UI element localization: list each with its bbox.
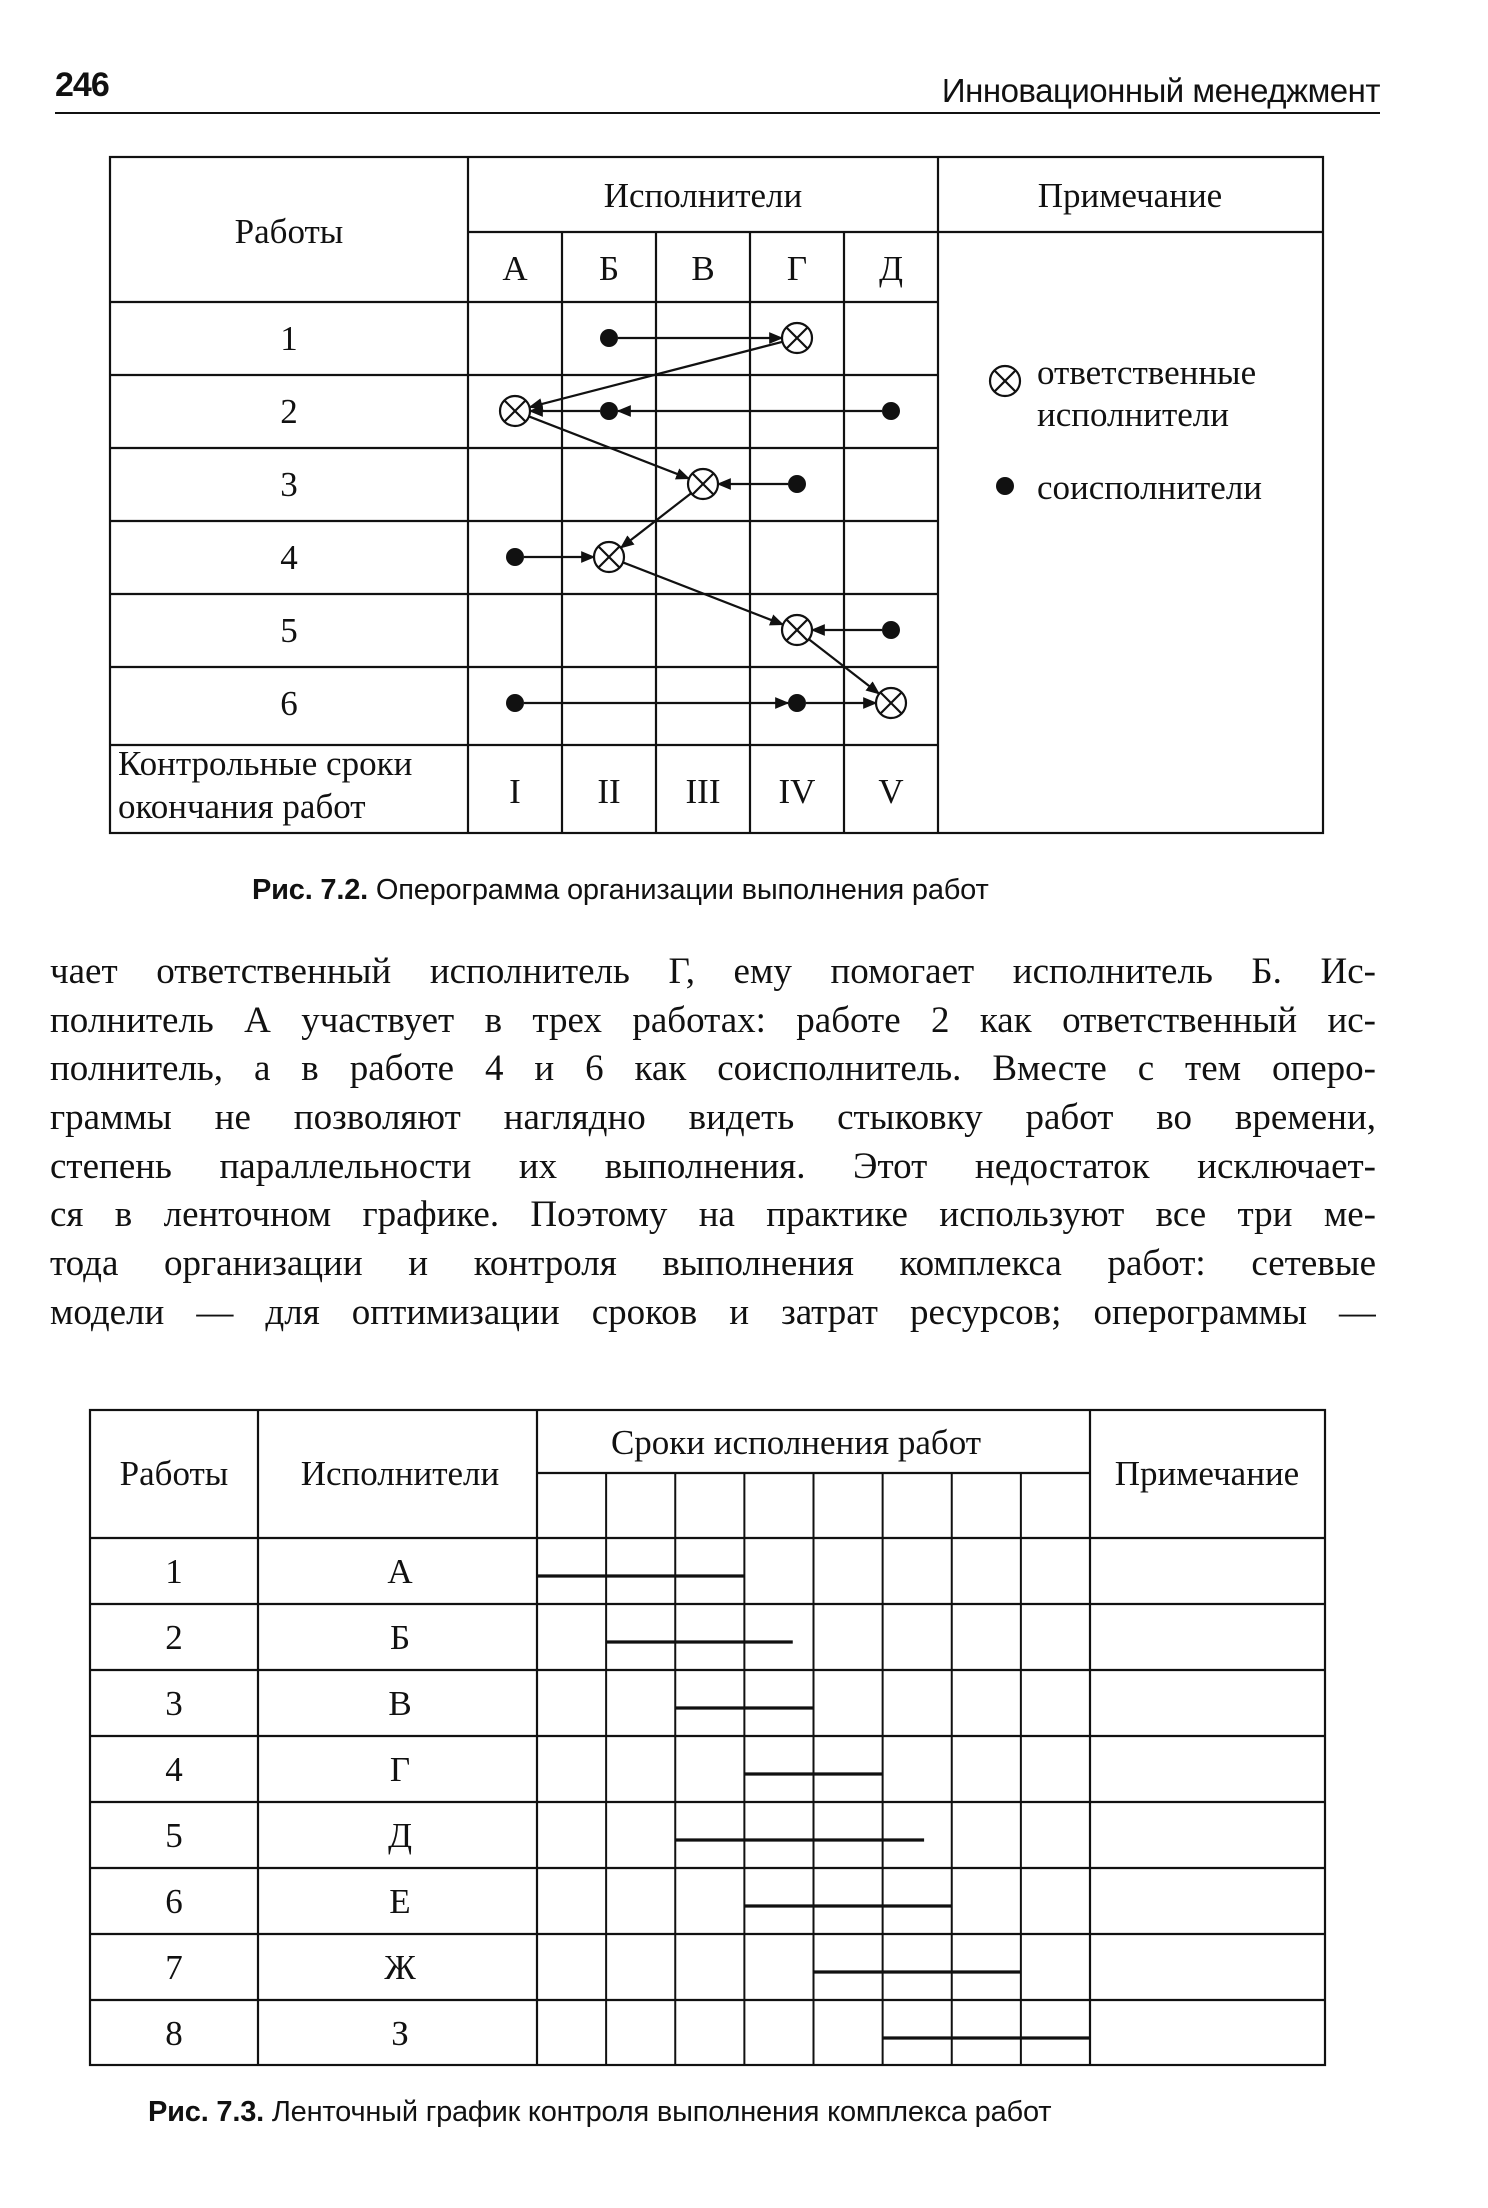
gantt-work-number: 1 — [165, 1552, 183, 1591]
deadline-label-line1: Контрольные сроки — [118, 744, 413, 783]
responsible-marker-icon — [782, 615, 812, 645]
co-executor-dot-icon — [882, 402, 900, 420]
executor-d: Д — [879, 249, 903, 288]
co-executor-dot-icon — [506, 694, 524, 712]
gantt-work-number: 5 — [165, 1816, 183, 1855]
deadline-2: II — [597, 772, 621, 811]
work-number-2: 2 — [280, 392, 298, 431]
body-line-7: тода организации и контроля выполнения комплекса работ: сетевые — [50, 1243, 1376, 1285]
col-executors-header: Исполнители — [603, 176, 803, 215]
page-number: 246 — [55, 66, 109, 104]
gantt-col-executors-header: Исполнители — [300, 1454, 500, 1493]
gantt-work-number: 3 — [165, 1684, 183, 1723]
body-line-2: полнитель А участвует в трех работах: работе 2 как ответственный ис- — [50, 999, 1376, 1041]
legend-co-executor-dot-icon — [996, 477, 1014, 495]
deadline-5: V — [878, 772, 904, 811]
gantt-col-works-header: Работы — [119, 1454, 229, 1493]
work-number-1: 1 — [280, 319, 298, 358]
work-number-4: 4 — [280, 538, 298, 577]
work-number-3: 3 — [280, 465, 298, 504]
executor-b: Б — [598, 249, 620, 288]
gantt-grid — [90, 1410, 1325, 2065]
gantt-work-number: 7 — [165, 1948, 183, 1987]
co-executor-dot-icon — [506, 548, 524, 566]
gantt-executor: Е — [389, 1882, 411, 1921]
responsible-marker-icon — [782, 323, 812, 353]
gantt-work-number: 6 — [165, 1882, 183, 1921]
gantt-work-number: 2 — [165, 1618, 183, 1657]
body-line-1: чает ответственный исполнитель Г, ему помогает исполнитель Б. Ис- — [50, 951, 1376, 992]
figure-7-2-caption — [252, 874, 989, 907]
figure-7-3-caption-label: Рис. 7.3. — [148, 2096, 264, 2128]
body-line-6: ся в ленточном графике. Поэтому на практике используют все три ме- — [50, 1194, 1376, 1236]
book-title: Инновационный менеджмент — [941, 72, 1380, 109]
body-line-8: модели — для оптимизации сроков и затрат ресурсов; оперограммы — — [50, 1291, 1376, 1333]
operogram-figure — [0, 0, 1488, 880]
figure-7-2-caption-text: Оперограмма организации выполнения работ — [375, 874, 989, 906]
gantt-figure — [0, 1390, 1488, 2130]
gantt-executor: Д — [388, 1816, 412, 1855]
co-executor-dot-icon — [882, 621, 900, 639]
legend-responsible-line1: ответственные — [1037, 353, 1257, 392]
figure-7-3-caption — [148, 2096, 1051, 2129]
responsible-marker-icon — [688, 469, 718, 499]
deadline-1: I — [509, 772, 521, 811]
responsible-marker-icon — [876, 688, 906, 718]
responsible-marker-icon — [500, 396, 530, 426]
body-paragraph — [50, 948, 1376, 1338]
co-executor-dot-icon — [600, 329, 618, 347]
gantt-executor: А — [387, 1552, 413, 1591]
gantt-executor: Ж — [384, 1948, 416, 1987]
body-line-5: степень параллельности их выполнения. Этот недостаток исключает- — [50, 1145, 1376, 1187]
gantt-executor: Б — [389, 1618, 411, 1657]
deadline-3: III — [685, 772, 721, 811]
gantt-executor: З — [391, 2014, 409, 2053]
executor-a: А — [502, 249, 528, 288]
gantt-executor: В — [388, 1684, 412, 1723]
gantt-executor: Г — [389, 1750, 411, 1789]
col-works-header: Работы — [234, 212, 344, 251]
co-executor-dot-icon — [600, 402, 618, 420]
executor-g: Г — [786, 249, 808, 288]
deadline-4: IV — [778, 772, 816, 811]
gantt-col-note-header: Примечание — [1114, 1454, 1300, 1493]
body-line-4: граммы не позволяют наглядно видеть стыковку работ во времени, — [50, 1097, 1376, 1139]
legend-responsible-icon — [990, 366, 1020, 396]
figure-7-2-caption-label: Рис. 7.2. — [252, 874, 368, 906]
work-number-6: 6 — [280, 684, 298, 723]
col-note-header: Примечание — [1037, 176, 1223, 215]
gantt-work-number: 4 — [165, 1750, 183, 1789]
gantt-col-terms-header: Сроки исполнения работ — [610, 1423, 982, 1462]
gantt-time-grid — [606, 1473, 1021, 2065]
work-number-5: 5 — [280, 611, 298, 650]
responsible-marker-icon — [594, 542, 624, 572]
legend-responsible-line2: исполнители — [1037, 395, 1229, 434]
co-executor-dot-icon — [788, 694, 806, 712]
gantt-work-number: 8 — [165, 2014, 183, 2053]
legend-co-executors: соисполнители — [1037, 468, 1263, 507]
body-line-3: полнитель, а в работе 4 и 6 как соисполнитель. Вместе с тем опеpo- — [50, 1048, 1376, 1090]
executor-v: В — [691, 249, 715, 288]
co-executor-dot-icon — [788, 475, 806, 493]
deadline-label-line2: окончания работ — [118, 787, 366, 826]
figure-7-3-caption-text: Ленточный график контроля выполнения комплекса работ — [271, 2096, 1052, 2128]
